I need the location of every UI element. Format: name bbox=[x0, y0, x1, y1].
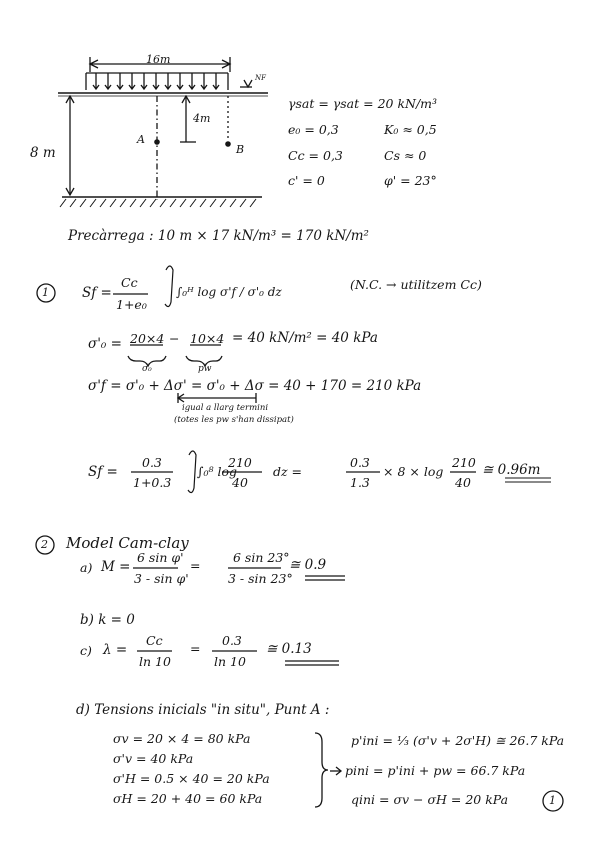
m-result: ≅ 0.9 bbox=[289, 557, 327, 573]
width-label: 16m bbox=[146, 53, 171, 66]
m-num: 6 sin φ' bbox=[137, 550, 184, 565]
m-equals: = bbox=[190, 558, 201, 573]
sf-final-integral: ∫₀⁸ log bbox=[197, 464, 238, 479]
lambda-lhs: λ = bbox=[103, 642, 128, 658]
sf-result: ≅ 0.96m bbox=[482, 462, 541, 478]
section-2-title: Model Cam-clay bbox=[66, 534, 189, 552]
lambda-num2: 0.3 bbox=[222, 633, 242, 648]
sigma-v: σv = 20 × 4 = 80 kPa bbox=[113, 731, 251, 746]
sf-fraction-num: Cc bbox=[121, 275, 138, 290]
point-b-label: B bbox=[236, 143, 245, 156]
property-cs: Cs ≈ 0 bbox=[384, 148, 427, 163]
item-a-label: a) bbox=[80, 560, 93, 575]
section-1-number: 1 bbox=[42, 286, 49, 299]
lambda-result: ≅ 0.13 bbox=[266, 641, 312, 657]
sf-lhs: Sf = bbox=[82, 285, 112, 301]
sf-final-den: 1+0.3 bbox=[133, 475, 172, 490]
point-depth-label: 4m bbox=[193, 112, 211, 125]
sigma-h-effective: σ'H = 0.5 × 40 = 20 kPa bbox=[113, 771, 270, 786]
q-ini: qini = σv − σH = 20 kPa bbox=[351, 792, 509, 807]
sf-final-ratio2-den: 40 bbox=[455, 475, 471, 490]
lambda-equals: = bbox=[190, 641, 201, 656]
water-table-label: NF bbox=[255, 74, 266, 82]
item-b-line: b) k = 0 bbox=[80, 612, 135, 628]
sigma-h: σH = 20 + 40 = 60 kPa bbox=[113, 791, 263, 806]
sigma0-lhs: σ'₀ = bbox=[88, 336, 122, 352]
lambda-num: Cc bbox=[146, 633, 163, 648]
sf-integral: ∫₀ᴴ log σ'f / σ'₀ dz bbox=[176, 285, 282, 299]
sf-final-den2: 1.3 bbox=[350, 475, 370, 490]
lambda-den2: ln 10 bbox=[214, 654, 246, 669]
sigma0-minus: − bbox=[169, 331, 180, 346]
item-d-heading: d) Tensions inicials "in situ", Punt A : bbox=[76, 702, 330, 718]
long-term-note: igual a llarg termini bbox=[182, 403, 269, 413]
sigma0-term2: 10×4 bbox=[190, 331, 225, 346]
nc-note: (N.C. → utilitzem Cc) bbox=[350, 277, 482, 292]
property-friction-angle: φ' = 23° bbox=[384, 173, 437, 188]
sf-final-ratio2-num: 210 bbox=[452, 455, 476, 470]
sf-final-num2: 0.3 bbox=[350, 455, 370, 470]
point-b-marker bbox=[225, 141, 231, 147]
precarrega-line: Precàrrega : 10 m × 17 kN/m³ = 170 kN/m² bbox=[68, 228, 369, 244]
depth-label: 8 m bbox=[30, 145, 56, 161]
point-a-label: A bbox=[137, 133, 145, 146]
sigma0-term1-note: σ₀ bbox=[142, 364, 152, 374]
sf-final-mid: × 8 × log bbox=[383, 464, 444, 479]
point-a-marker bbox=[154, 139, 160, 145]
p-ini-effective: p'ini = ⅓ (σ'v + 2σ'H) ≅ 26.7 kPa bbox=[351, 733, 565, 748]
section-2-number: 2 bbox=[41, 538, 48, 551]
sf-final-dz: dz = bbox=[273, 464, 303, 479]
page-number: 1 bbox=[549, 794, 556, 807]
sigma0-term2-note: pw bbox=[198, 364, 212, 374]
item-c-label: c) bbox=[80, 643, 92, 658]
sigmaf-line: σ'f = σ'₀ + Δσ' = σ'₀ + Δσ = 40 + 170 = 210 kPa bbox=[88, 378, 422, 394]
sigma-v-effective: σ'v = 40 kPa bbox=[113, 751, 194, 766]
m-den: 3 - sin φ' bbox=[134, 571, 189, 586]
lambda-den: ln 10 bbox=[139, 654, 171, 669]
m-lhs: M = bbox=[101, 559, 131, 575]
property-unit-weight: γsat = γsat = 20 kN/m³ bbox=[288, 96, 438, 111]
sf-final-ratio-num: 210 bbox=[228, 455, 252, 470]
dissipation-note: (totes les pw s'han dissipat) bbox=[174, 415, 294, 425]
sf-final-num: 0.3 bbox=[142, 455, 162, 470]
m-den2: 3 - sin 23° bbox=[228, 571, 293, 586]
m-num2: 6 sin 23° bbox=[233, 550, 290, 565]
sigma0-result: = 40 kN/m² = 40 kPa bbox=[232, 330, 378, 346]
property-cohesion: c' = 0 bbox=[288, 173, 325, 188]
sf-fraction-den: 1+e₀ bbox=[116, 297, 147, 312]
property-void-ratio: e₀ = 0,3 bbox=[288, 122, 339, 137]
sf-final-ratio-den: 40 bbox=[232, 475, 248, 490]
p-ini: pini = p'ini + pw = 66.7 kPa bbox=[345, 763, 526, 778]
property-cc: Cc = 0,3 bbox=[288, 148, 343, 163]
property-k0: K₀ ≈ 0,5 bbox=[384, 122, 437, 137]
sigma0-term1: 20×4 bbox=[130, 331, 165, 346]
sf-final-lhs: Sf = bbox=[88, 464, 118, 480]
